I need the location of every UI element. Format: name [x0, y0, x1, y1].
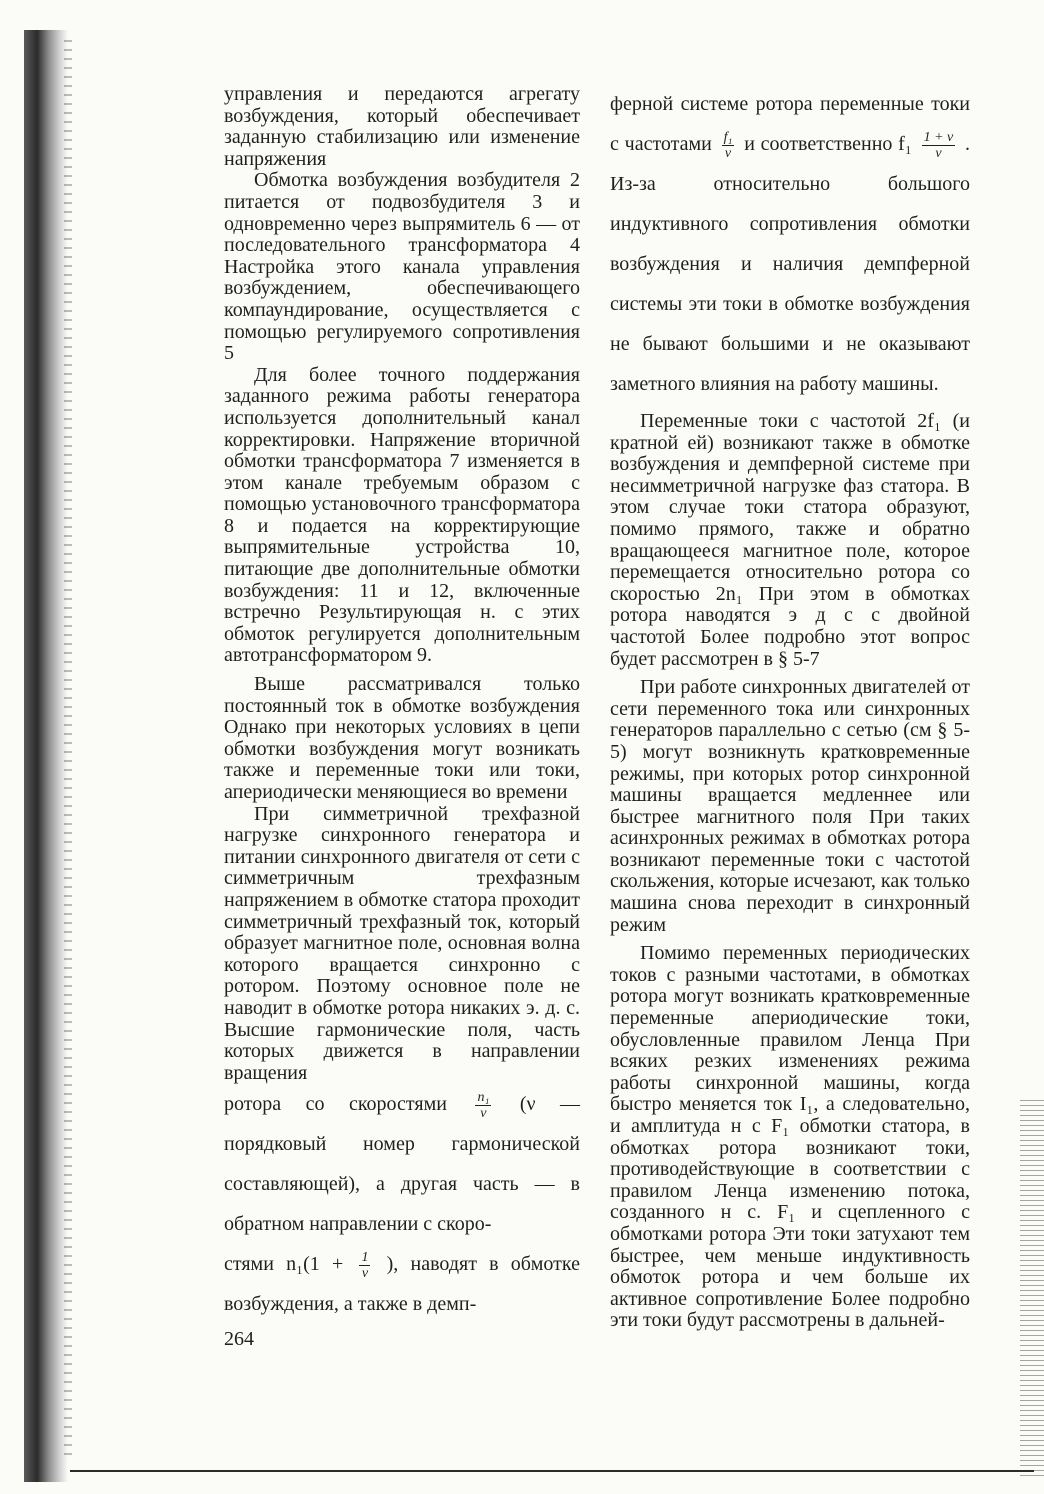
fraction: [922, 130, 956, 161]
fraction-denominator: ν: [935, 145, 942, 161]
fraction-denominator: ν: [361, 1266, 369, 1282]
fraction-numerator: n₁: [477, 1090, 490, 1106]
paragraph: Обмотка возбуждения возбудителя 2 питается от подвозбудителя 3 и одновременно через выпрямитель 6 — от последовательного трансформатора 4 Настройка этого канала управления возбуждением, обеспечивающего компаундирование, осуществляется с помощью регулируемого сопротивления 5: [224, 169, 580, 365]
fraction: [475, 1090, 491, 1121]
paragraph: Выше рассматривался только постоянный ток в обмотке возбуждения Однако при некоторых условиях в цепи обмотки возбуждения могут возникать также и переменные токи или токи, апериодически меняющиеся во времени: [224, 673, 580, 803]
text-fragment: и соответственно f₁: [744, 133, 912, 155]
formula-paragraph: [224, 1244, 580, 1324]
text-fragment: ферной системе ротора переменные токи с частотами: [610, 93, 970, 155]
right-text-column: [610, 84, 970, 1332]
text-fragment: ротора со скоростями: [224, 1093, 447, 1116]
page-edge-texture: [1020, 1100, 1044, 1480]
page-bottom-edge: [70, 1470, 1034, 1472]
fraction-denominator: ν: [480, 1106, 487, 1122]
text-fragment: стями n₁(1 +: [224, 1253, 356, 1276]
paragraph: При симметричной трехфазной нагрузке синхронного генератора и питании синхронного двигателя от сети с симметричным трехфазным напряжением в обмотке статора проходит симметричный трехфазный ток, который образует магнитное поле, основная волна которого вращается синхронно с ротором. Поэтому основное поле не наводит в обмотке ротора никаких э. д. с. Высшие гармонические поля, часть которых движется в направлении вращения: [224, 802, 580, 1084]
text-fragment: (ν — порядковый номер гармонической составляющей), а другая часть — в обратном направлении с скоро-: [224, 1093, 581, 1236]
paragraph: управления и передаются агрегату возбуждения, который обеспечивает заданную стабилизацию или изменение напряжения: [224, 83, 580, 170]
fraction-numerator: f₁: [723, 129, 733, 145]
fraction: [722, 130, 735, 161]
formula-paragraph: [610, 84, 970, 404]
paragraph: Для более точного поддержания заданного режима работы генератора используется дополнительный канал корректировки. Напряжение вторичной обмотки трансформатора 7 изменяется в этом канале требуемым образом с помощью установочного трансформатора 8 и подается на корректирующие выпрямительные устройства 10, питающие две дополнительные обмотки возбуждения: 11 и 12, включенные встречно Результирующая н. с этих обмоток регулируется дополнительным автотрансформатором 9.: [224, 363, 580, 667]
formula-paragraph: [224, 1084, 580, 1244]
book-spine-shadow: [24, 30, 68, 1482]
page-number: 264: [224, 1328, 254, 1350]
fraction-numerator: 1: [361, 1250, 369, 1266]
paragraph: Переменные токи с частотой 2f₁ (и кратной ей) возникают также в обмотке возбуждения и демпферной системе при несимметричной нагрузке фаз статора. В этом случае токи статора образуют, помимо прямого, также и обратно вращающееся магнитное поле, которое перемещается относительно ротора со скоростью 2n₁ При этом в обмотках ротора наводятся э д с с двойной частотой Более подробно этот вопрос будет рассмотрен в § 5-7: [610, 410, 970, 670]
paragraph: Помимо переменных периодических токов с разными частотами, в обмотках ротора могут возникать кратковременные переменные апериодические токи, обусловленные правилом Ленца При всяких резких изменениях режима работы синхронной машины, когда быстро меняется ток I₁, а следовательно, и амплитуда н с F₁ обмотки статора, в обмотках ротора возникают токи, противодействующие в соответствии с правилом Ленца изменению потока, созданного н с. F₁ и сцепленного с обмотками ротора Эти токи затухают тем быстрее, чем меньше индуктивность обмоток ротора и чем больше их активное сопротивление Более подробно эти токи будут рассмотрены в дальней-: [610, 942, 970, 1332]
text-fragment: ), наводят в обмотке возбуждения, а также в демп-: [224, 1253, 580, 1316]
paragraph: При работе синхронных двигателей от сети переменного тока или синхронных генераторов параллельно с сетью (см § 5-5) могут возникнуть кратковременные режимы, при которых ротор синхронной машины вращается медленнее или быстрее магнитного поля При таких асинхронных режимах в обмотках ротора возникают переменные токи с частотой скольжения, которые исчезают, как только машина снова переходит в синхронный режим: [610, 676, 970, 936]
text-fragment: . Из-за относительно большого индуктивного сопротивления обмотки возбуждения и наличия демпферной системы эти токи в обмотке возбуждения не бывают большими и не оказывают заметного влияния на работу машины.: [610, 133, 971, 395]
fraction: [359, 1250, 370, 1281]
spine-edge-texture: [64, 40, 72, 1460]
fraction-denominator: ν: [724, 145, 732, 161]
left-text-column: [224, 84, 580, 1324]
fraction-numerator: 1 + ν: [923, 129, 954, 145]
